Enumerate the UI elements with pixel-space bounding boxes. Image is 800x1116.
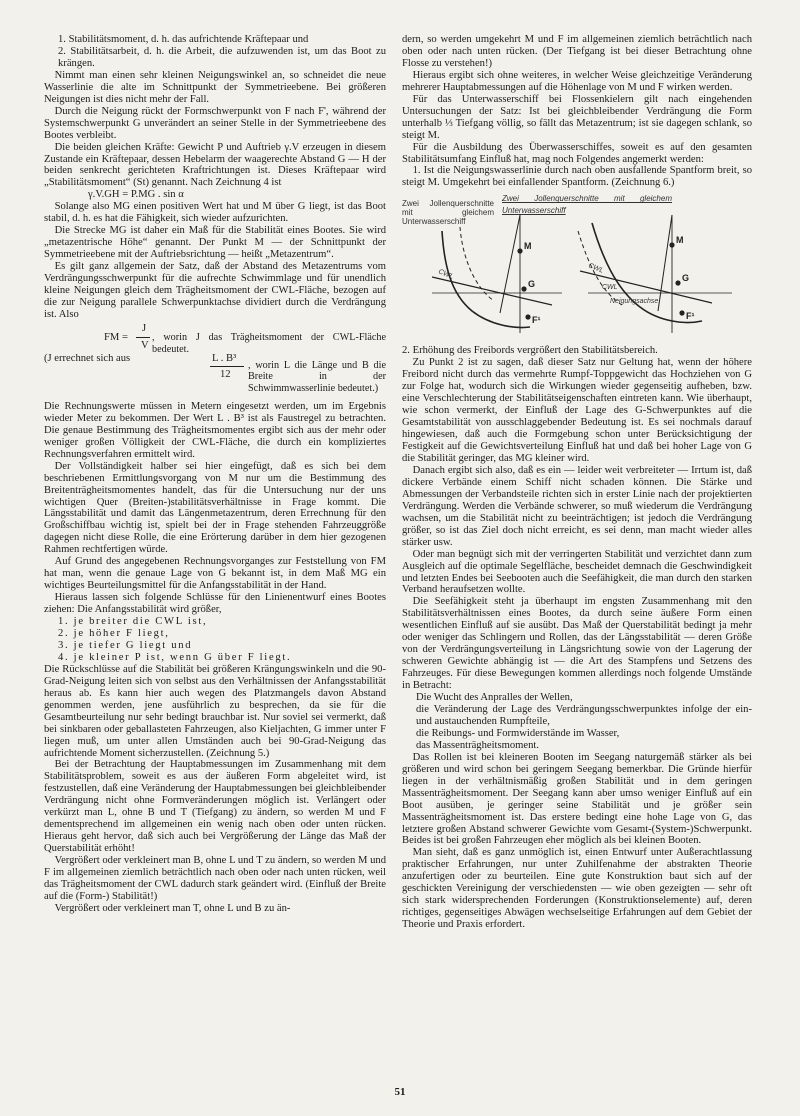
list-item: 4. je kleiner P ist, wenn G über F liegt. [58, 651, 292, 663]
paragraph: Für das Unterwasserschiff bei Flossenkielern gilt nach eingehenden Untersuchungen der Satz: Ist bei gleichbleibender Verdrängung die Form unterhalb ⅓ Tiefgang völlig, so fällt das Metazentrum; ist sie dagegen schlank, so steigt M. [402, 93, 752, 141]
paragraph: Bei der Betrachtung der Hauptabmessungen im Zusammenhang mit dem Stabilitätsproblem, soweit es aus der äußeren Form abgeleitet wird, ist festzustellen, daß eine Veränderung der Hauptabmessungen bei gleichbleibender Verdrängung nicht ohne Formveränderungen möglich ist. Verlängert oder verkürzt man L, ohne B und T (Tiefgang) zu ändern, so werden M und F dementsprechend im allgemeinen ein wenig nach oben oder unten rücken. Hieraus geht hervor, daß sich auch bei Vergrößerung der Länge das Maß der Querstabilität erhöht! [44, 759, 386, 855]
formula-j [44, 353, 386, 399]
equation: γ.V.GH = P.MG . sin α [88, 189, 184, 201]
formula-lhs: FM = [104, 331, 128, 343]
paragraph: Die Strecke MG ist daher ein Maß für die Stabilität eines Bootes. Sie wird „metazentrische Höhe“ genannt. Der Punkt M — der Schnittpunkt der Symmetrieebene mit der Auftriebsrichtung — heißt „Metazentrum“. [44, 225, 386, 261]
formula-fm [44, 322, 386, 355]
paragraph: Durch die Neigung rückt der Formschwerpunkt von F nach F', während der Systemschwerpunkt G unverändert an seiner Stelle in der Symmetrieebene des Bootes verbleibt. [44, 105, 386, 141]
formula-numerator: L . B³ [212, 352, 237, 364]
paragraph: Danach ergibt sich also, daß es ein — leider weit verbreiteter — Irrtum ist, daß dickere Verbände einem Schiff nicht schaden können. Die Stärke und Abmessungen der Verbandsteile richten sich in erster Linie nach der projektierten Verdrängung. Werden die Verbände schwerer, so muß wiederum die Verdrängung wachsen, um die Stabilität nicht zu beeinträchtigen; ist jedoch die Verdrängung größer, so ist das Ziel doch nicht erreicht, es sei denn, man macht wieder alles stärker usw. [402, 464, 752, 548]
list-item: 2. je höher F liegt, [58, 627, 170, 639]
paragraph: Zu Punkt 2 ist zu sagen, daß dieser Satz nur Geltung hat, wenn der höhere Freibord nicht durch das vermehrte Rumpf-Toppgewicht das Hochziehen von G zur Folge hat, wodurch sich die Wirkungen wieder gegenseitig aufheben, bzw. eine Verschlechterung der Stabilitätseigenschaften eintreten kann. Wie überhaupt, wie schon vermerkt, der Einfluß der Lage des G-Schwerpunktes auf die Gesamtstabilität von ausschlaggebender Bedeutung ist. Es sei nochmals darauf hingewiesen, daß auch die Formgebung schon unter Berücksichtigung der Festigkeit auf die Gewichtsverteilung Einfluß hat und daß bei hoher Lage von G die Stabilität geringer, das MG kleiner wird. [402, 357, 752, 464]
list-item: 1. je breiter die CWL ist, [58, 616, 208, 628]
paragraph: Die Rückschlüsse auf die Stabilität bei größeren Krängungswinkeln und die 90-Grad-Neigung leiten sich von selbst aus den Verhältnissen der Anfangsstabilität heraus ab. Es kann hier auch wegen des Platzmangels davon Abstand genommen werden, jene ausführlich zu besprechen, da sie für die Gesamtbeurteilung nur sehr bedingt brauchbar ist. Nur soviel sei vermerkt, daß bei sinkbaren oder geballasteten Fahrzeugen, also Kieljachten, G immer unter F liegen muß, um unter allen Umständen auch bei 90-Grad-Neigung das aufrichtende Moment sicherzustellen. (Zeichnung 5.) [44, 663, 386, 759]
paragraph: Oder man begnügt sich mit der verringerten Stabilität und verzichtet dann zum Ausgleich auf die optimale Segelfläche, bescheidet demnach die Geschwindigkeit und letzten Endes bei Seebooten auch die Seefähigkeit, die man durch den starken Verband heraufsetzen wollte. [402, 548, 752, 596]
figure-caption: Zwei Jollenquerschnitte mit gleichem Unterwasserschiff [402, 199, 494, 227]
label-m: M [524, 241, 532, 252]
paragraph: Man sieht, daß es ganz unmöglich ist, einen Entwurf unter Außerachtlassung praktischer Erfahrungen, nur unter Zuhilfenahme der abstrakten Theorie anzufertigen oder zu beurteilen. Eine gute Konstruktion baut sich auf der geschickten Vereinigung der verschiedensten — wie oben gezeigten — sehr oft sich stark widersprechenden Forderungen (Konstruktionselemente) auf, deren richtiges, gegenseitiges Abwägen wechselseitige Erfahrungen auf dem Gebiet der Theorie und Praxis erfordert. [402, 847, 752, 931]
formula-description: , worin L die Länge und B die Breite in der Schwimmwasserlinie bedeutet.) [248, 359, 386, 395]
page-number: 51 [394, 1086, 406, 1098]
paragraph: 1. Stabilitätsmoment, d. h. das aufrichtende Kräftepaar und [58, 34, 309, 45]
label-cwl: CWL [437, 268, 455, 282]
factors-list [402, 692, 752, 752]
hull-outline-left [442, 231, 530, 327]
paragraph: 2. Erhöhung des Freibords vergrößert den Stabilitätsbereich. [402, 345, 658, 357]
paragraph: Solange also MG einen positiven Wert hat und M über G liegt, ist das Boot stabil, d. h. es hat die Fähigkeit, sich wieder aufzurichten. [44, 201, 386, 225]
label-neigungsachse: Neigungsachse [610, 298, 659, 306]
paragraph: Die Rechnungswerte müssen in Metern eingesetzt werden, um im Ergebnis wieder Meter zu bekommen. Der Wert L . B³ ist als Faustregel zu betrachten. Die genaue Bestimmung des Trägheitsmomentes ergibt sich aus der mehr oder weniger großen Völligkeit der CWL-Fläche, die durch ein kompliziertes Rechnungsverfahren ermittelt wird. [44, 400, 386, 460]
paragraph: Es gilt ganz allgemein der Satz, daß der Abstand des Metazentrums vom Verdrängungsschwerpunkt für die aufrechte Schwimmlage und für unendlich kleine Neigungen gleich dem Trägheitsmoment der CWL-Fläche, bezogen auf die zur Neigung parallele Schwerpunktachse dividiert durch die Verdrängung ist. Also [44, 261, 386, 320]
paragraph: Vergrößert oder verkleinert man B, ohne L und T zu ändern, so werden M und F im allgemeinen ziemlich beträchtlich nach oben oder nach unten rücken, weil das Trägheitsmoment der CWL dadurch stark geändert wird. (Einfluß der Breite auf die (Form-) Stabilität!) [44, 855, 386, 902]
hull-sections-drawing [402, 193, 752, 341]
label-f: F¹ [686, 311, 695, 322]
formula-denominator: V [141, 339, 149, 351]
formula-numerator: J [142, 322, 147, 334]
label-m: M [676, 235, 684, 246]
figure-handwritten-title: Zwei Jollenquerschnitte mit gleichem Unterwasserschiff [502, 194, 672, 216]
label-g: G [528, 279, 536, 290]
criteria-list [44, 616, 386, 664]
paragraph: 2. Stabilitätsarbeit, d. h. die Arbeit, die aufzuwenden ist, um das Boot zu krängen. [58, 45, 386, 69]
label-cwl: CWL [602, 284, 618, 292]
label-f: F¹ [532, 315, 541, 326]
paragraph: Vergrößert oder verkleinert man T, ohne L und B zu än- [54, 902, 291, 914]
list-item: die Veränderung der Lage des Verdrängungsschwerpunktes infolge der ein- und austauchenden Rumpfteile, [416, 703, 752, 727]
paragraph: 1. Ist die Neigungswasserlinie durch nach oben ausfallende Spantform breit, so steigt M. Umgekehrt bei einfallender Spantform. (Zeichnung 6.) [402, 165, 752, 189]
list-item: 3. je tiefer G liegt und [58, 639, 193, 651]
formula-lhs: (J errechnet sich aus [44, 352, 131, 364]
label-g: G [682, 273, 690, 284]
paragraph: Nimmt man einen sehr kleinen Neigungswinkel an, so schneidet die neue Wasserlinie die alte im Schnittpunkt der Symmetrieebene. Bei größeren Neigungen ist dies nicht mehr der Fall. [44, 69, 386, 105]
list-item: die Reibungs- und Formwiderstände im Wasser, [416, 727, 620, 739]
paragraph: Hieraus lassen sich folgende Schlüsse für den Linienentwurf eines Bootes ziehen: Die Anfangsstabilität wird größer, [44, 592, 386, 616]
paragraph: Für die Ausbildung des Überwasserschiffes, soweit es auf den gesamten Stabilitätsumfang Einfluß hat, mag noch Folgendes angemerkt werden: [402, 141, 752, 165]
formula-description: , worin J das Trägheitsmoment der CWL-Fläche bedeutet. [152, 331, 386, 355]
paragraph: Auf Grund des angegebenen Rechnungsvorganges zur Feststellung von FM hat man, wenn die genaue Lage von G bekannt ist, in dem Maß MG ein wichtiges Beurteilungsmittel für die Anfangsstabilität in der Hand. [44, 556, 386, 592]
paragraph: dern, so werden umgekehrt M und F im allgemeinen ziemlich beträchtlich nach oben oder nach unten rücken. (Der Tiefgang ist bei dieser Betrachtung ohne Flosse zu verstehen!) [402, 34, 752, 69]
paragraph: Die Seefähigkeit steht ja überhaupt im engsten Zusammenhang mit den Stabilitätsverhältnissen eines Bootes, da durch seine äußere Form einen wesentlichen Einfluß auf sie ausübt. Das Maß der Querstabilität bedingt ja mehr oder weniger das Schlingern und Rollen, das der Längsstabilität — deren Größe von der Verdrängungsverteilung in Längsrichtung sowie von der Lagerung der schweren Gewichte abhängig ist — die Art des Stampfens und Setzens des Fahrzeuges. Für diese Bewegungen kommen allerdings noch folgende Umstände in Betracht: [402, 596, 752, 692]
label-cwl: CWL [587, 262, 605, 276]
right-column [402, 34, 752, 931]
paragraph: Hieraus ergibt sich ohne weiteres, in welcher Weise gleichzeitige Veränderung mehrerer Hauptabmessungen auf die Höhenlage von M und F wirken werden. [402, 69, 752, 93]
list-item: Die Wucht des Anpralles der Wellen, [416, 692, 573, 704]
left-column [44, 34, 386, 915]
paragraph: Der Vollständigkeit halber sei hier eingefügt, daß es sich bei dem beschriebenen Ermittlungsvorgang von M nur um die Bestimmung des Breitenträgheitsmomentes handelt, das für die Untersuchung nur der uns wichtigen Quer (Breiten-)stabilitätsverhältnisse in Frage kommt. Die Längsstabilität und damit das Längenmetazentrum, deren Errechnung für den Großschiffbau wichtig ist, spielt bei der in Frage stehenden Fahrzeuggröße dagegen nicht diese Rolle, die eine Erörterung darüber in dem hier gezogenen Rahmen rechtfertigen würde. [44, 460, 386, 556]
paragraph: Das Rollen ist bei kleineren Booten im Seegang naturgemäß stärker als bei größeren und wird schon bei geringem Seegang bemerkbar. Die Gründe hierfür liegen in der verhältnismäßig großen Stabilität und in dem geringen Massenträgheitsmoment. Der Seegang kann aber umso weniger Einfluß auf ein Boot ausüben, je geringer seine Stabilität und je größer sein Massenträgheitsmoment ist. Das erstere bedingt eine hohe Lage von G, das letztere großen Abstand schwerer Gewichte vom Gesamt-(System-)Schwerpunkt. Beides ist bei großen Fahrzeugen eher möglich als bei kleinen Booten. [402, 751, 752, 847]
list-item: das Massenträgheitsmoment. [416, 739, 539, 751]
paragraph: Die beiden gleichen Kräfte: Gewicht P und Auftrieb γ.V erzeugen in diesem Zustande ein Kräftepaar, dessen Hebelarm der waagerechte Abstand G — H der beiden senkrecht gerichteten Kraftrichtungen ist. Dieses Kräftepaar wird „Stabilitätsmoment“ (St) genannt. Nach Zeichnung 4 ist [44, 141, 386, 189]
formula-denominator: 12 [220, 368, 231, 380]
figure-hull-sections [402, 193, 752, 341]
